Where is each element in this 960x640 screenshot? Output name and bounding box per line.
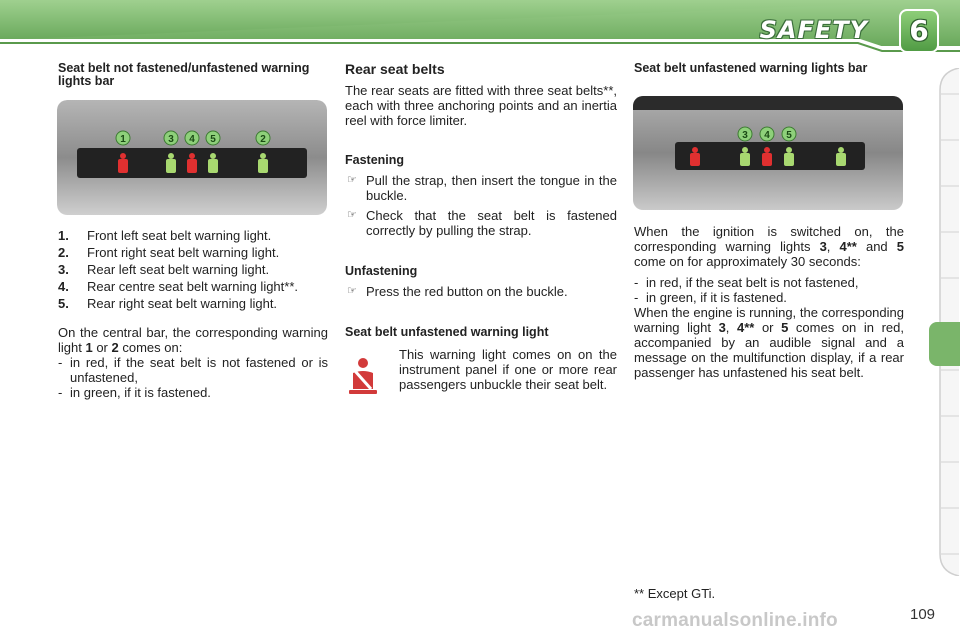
fastening-step-2: ☞ Check that the seat belt is fastened correctly by pulling the strap.	[347, 208, 617, 238]
footnote: ** Except GTi.	[634, 586, 716, 601]
panel-label-2: 2	[260, 134, 266, 145]
fastening-step-1: ☞ Pull the strap, then insert the tongue in the buckle.	[347, 173, 617, 203]
fastening-heading: Fastening	[345, 153, 405, 167]
right-dash-2: - in green, if it is fastened.	[634, 290, 787, 305]
hand-pointer-icon: ☞	[347, 174, 357, 186]
section-title: SAFETY	[759, 16, 868, 44]
warning-light-block	[345, 347, 617, 411]
hand-pointer-icon: ☞	[347, 209, 357, 221]
left-dash-2: - in green, if it is fastened.	[58, 385, 211, 400]
right-dash-1: - in red, if the seat belt is not fastened,	[634, 275, 859, 290]
watermark: carmanualsonline.info	[632, 610, 838, 631]
panel-label-3: 3	[168, 134, 174, 145]
middle-column	[345, 62, 617, 411]
warning-light-list	[58, 228, 328, 311]
page-header	[0, 0, 960, 56]
left-heading: Seat belt not fastened/unfastened warning lights bar	[58, 61, 310, 88]
active-chapter-tab[interactable]	[929, 322, 960, 366]
panel-label-3: 3	[742, 130, 748, 141]
right-heading: Seat belt unfastened warning lights bar	[634, 61, 868, 75]
list-item: 3. Rear left seat belt warning light.	[58, 262, 270, 277]
panel-label-4: 4	[764, 130, 770, 141]
front-warning-lights-bar-image	[57, 100, 327, 215]
hand-pointer-icon: ☞	[347, 285, 357, 297]
left-paragraph: On the central bar, the corresponding warning light 1 or 2 comes on:	[58, 325, 328, 355]
left-body	[58, 228, 328, 400]
panel-label-1: 1	[120, 134, 126, 145]
panel-label-5: 5	[786, 130, 792, 141]
rear-warning-lights-bar-image	[633, 96, 903, 210]
right-body	[634, 224, 904, 380]
right-paragraph-1: When the ignition is switched on, the corresponding warning lights 3, 4** and 5 come on for approximately 30 seconds:	[634, 224, 904, 269]
left-column	[58, 62, 328, 88]
rear-intro: The rear seats are fitted with three seat belts**, each with three anchoring points and an inertia reel with force limiter.	[345, 83, 617, 128]
unfastening-step-1: ☞ Press the red button on the buckle.	[347, 284, 568, 299]
list-item: 1. Front left seat belt warning light.	[58, 228, 272, 243]
list-item: 5. Rear right seat belt warning light.	[58, 296, 278, 311]
list-item: 4. Rear centre seat belt warning light**.	[58, 279, 299, 294]
rear-seat-belts-heading: Rear seat belts	[345, 61, 445, 77]
right-paragraph-2: When the engine is running, the corresponding warning light 3, 4** or 5 comes on in red, accompanied by an audible signal and a message on the multifunction display, if a rear passenger has unfastened his seat belt.	[634, 305, 904, 380]
list-item: 2. Front right seat belt warning light.	[58, 245, 280, 260]
warning-light-heading: Seat belt unfastened warning light	[345, 325, 549, 339]
rear-panel-labels	[738, 127, 796, 141]
seat-belt-warning-icon	[345, 355, 381, 397]
panel-label-5: 5	[210, 134, 216, 145]
left-dash-1: - in red, if the seat belt is not fastened or is unfastened,	[58, 355, 328, 385]
warning-light-text: This warning light comes on on the instrument panel if one or more rear passengers unbuckle their seat belt.	[399, 347, 617, 392]
right-column	[634, 62, 906, 75]
chapter-number: 6	[909, 14, 929, 47]
panel-label-4: 4	[189, 134, 195, 145]
unfastening-heading: Unfastening	[345, 264, 418, 278]
page-number: 109	[910, 606, 936, 623]
